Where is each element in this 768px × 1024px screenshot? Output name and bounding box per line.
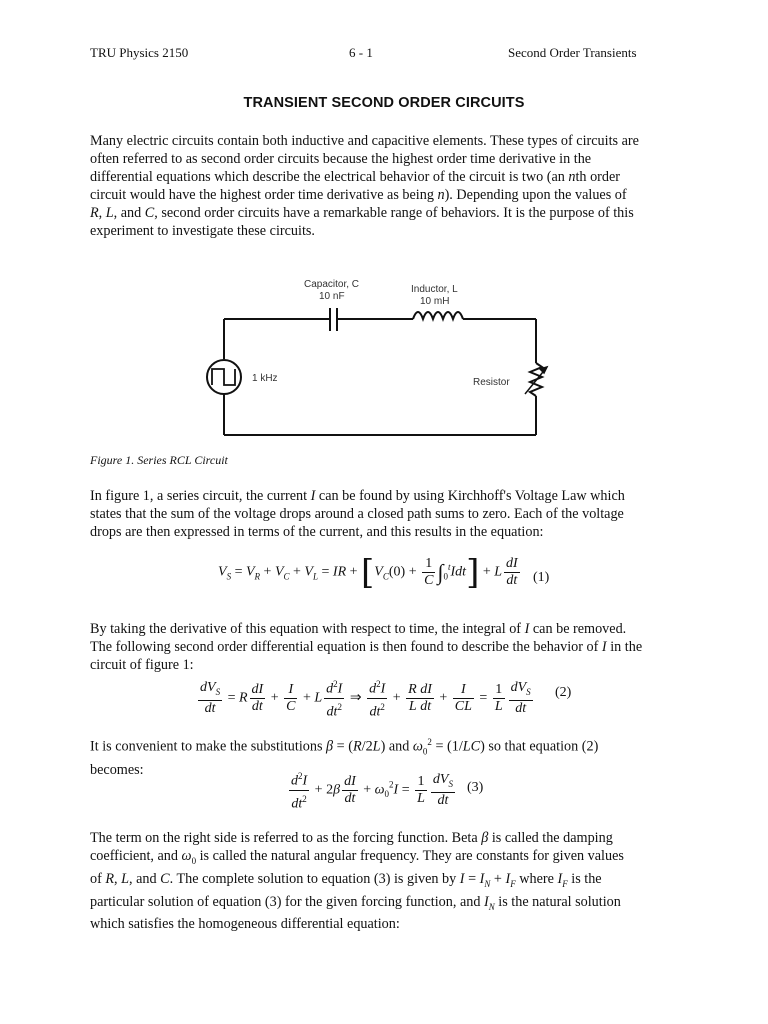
intro-paragraph: Many electric circuits contain both inductive and capacitive elements. These types of circuits are often referred to as second order circuits because the highest order time derivative in the differential equations which describe the electrical behavior of the circuit is two (an nth order circuit would have the highest order time derivative as being n). Depending upon the values of R, L, and C, second order circuits have a remarkable range of behaviors. It is the purpose of this experiment to investigate these circuits.	[90, 133, 639, 239]
equation-2: $\frac{dV_S}{dt}$ = R $\frac{dI}{dt}$ + $\frac{I}{C}$ + L $\frac{d^2I}{dt^2}$ ⇒ $\frac{d^2I}{dt^2}$ + $\frac{\text{R dI}}{\text{L dt}}$ + $\frac{I}{CL}$ = $\frac{1}{L}$ $\frac{dV_S}{dt}$	[196, 676, 535, 720]
kvl-paragraph: In figure 1, a series circuit, the current I can be found by using Kirchhoff's Voltage Law which states that the sum of the voltage drops around a closed path sums to zero. Each of the voltage drops are then expressed in terms of the current, and this results in the equation:	[90, 488, 625, 540]
equation-1-number: (1)	[533, 570, 550, 585]
capacitor-value: 10 nF	[319, 291, 345, 302]
page-title: TRANSIENT SECOND ORDER CIRCUITS	[243, 95, 525, 111]
inductor-coil	[413, 312, 463, 319]
circuit-diagram	[195, 270, 565, 442]
equation-3: $\frac{d^2I}{dt^2}$ + 2β $\frac{dI}{dt}$ + $\omega_0^2I$ = $\frac{1}{L}$ $\frac{dV_S}{dt}$	[287, 768, 457, 812]
figure-caption: Figure 1. Series RCL Circuit	[90, 453, 228, 467]
capacitor-label: Capacitor, C	[304, 279, 360, 290]
header-page-number: 6 - 1	[349, 45, 373, 60]
header-section: Second Order Transients	[508, 45, 637, 60]
equation-2-number: (2)	[555, 685, 572, 700]
resistor-label: Resistor	[473, 377, 510, 388]
inductor-label: Inductor, L	[411, 284, 458, 295]
source-label: 1 kHz	[252, 373, 278, 384]
equation-1: $V_S = V_R + V_C + V_L$ = IR + [$V_C(0)$ + $\frac{1}{C}$ $\int_0^tIdt] + L$ $\frac{dI}{dt}$	[218, 552, 518, 593]
equation-3-number: (3)	[467, 780, 484, 795]
derivative-paragraph: By taking the derivative of this equation with respect to time, the integral of I can be removed. The following second order differential equation is then found to describe the behavior of I in the circuit of figure 1:	[90, 621, 643, 673]
substitution-paragraph: It is convenient to make the substitutions β = (R/2L) and $\omega_0^2 = (1/LC)$ so that equation (2) becomes:	[90, 737, 599, 778]
square-wave-symbol	[212, 369, 235, 385]
solution-paragraph: The term on the right side is referred to as the forcing function. Beta β is called the damping coefficient, and $\omega_0$ is called the natural angular frequency. They are constants for given values of R, L, and C. The complete solution to equation (3) is given by $I = I_N + I_F$ where $I_F$ is the particular solution of equation (3) for the given forcing function, and $I_N$ is the natural solution which satisfies the homogeneous differential equation:	[90, 830, 624, 933]
header-course: TRU Physics 2150	[90, 45, 189, 60]
inductor-value: 10 mH	[420, 296, 450, 307]
